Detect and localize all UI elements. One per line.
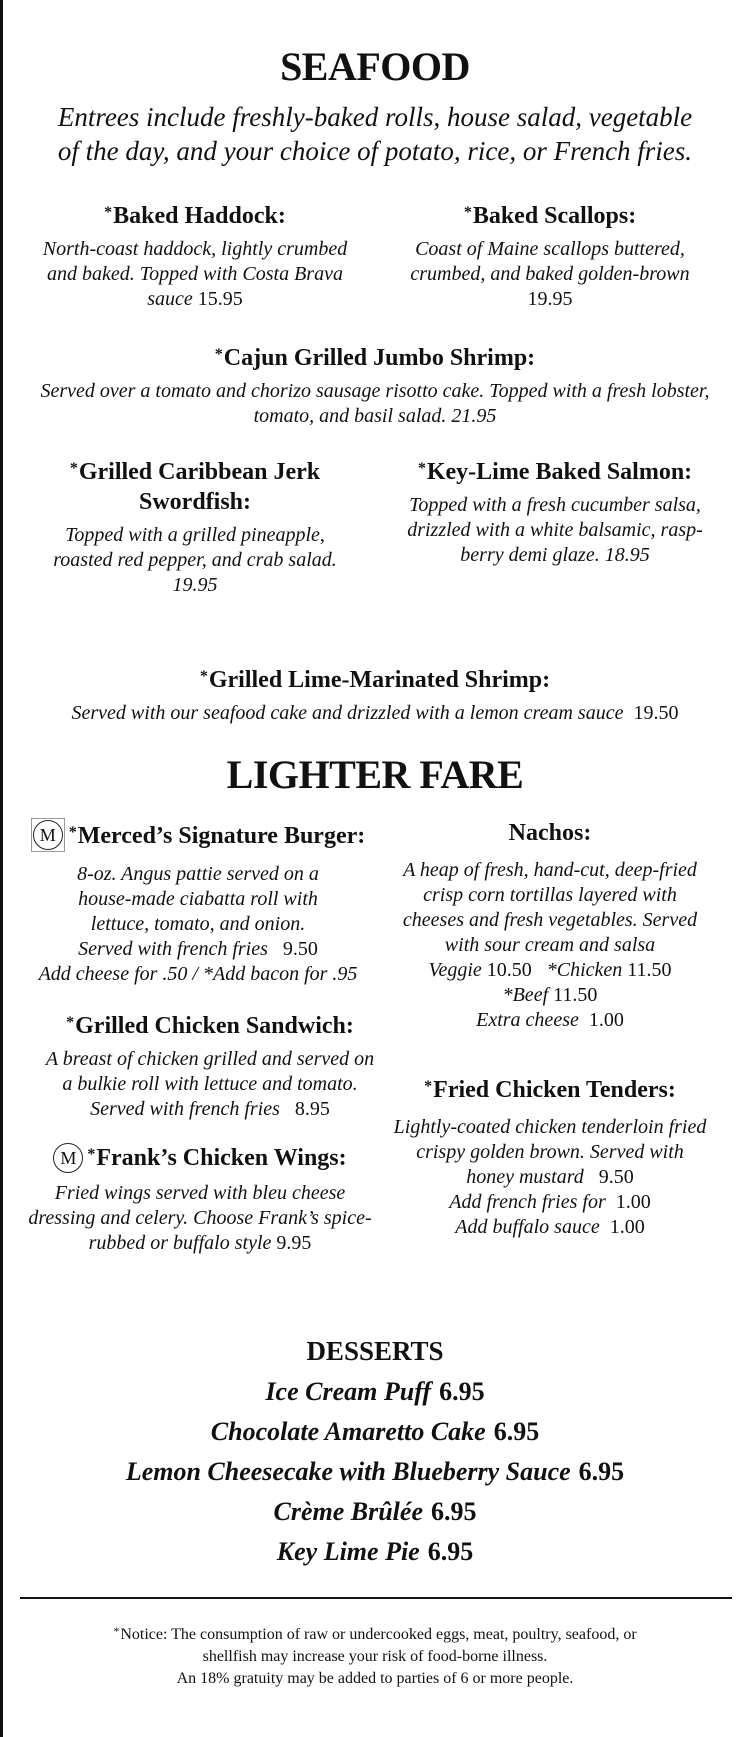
menu-item-baked-scallops <box>395 198 705 312</box>
menu-item-chicken-sandwich <box>40 1008 380 1122</box>
dish-name: M *Merced’s Signature Burger: <box>8 818 388 852</box>
dish-name: *Baked Haddock: <box>104 203 286 229</box>
menu-item-lime-shrimp <box>10 662 740 726</box>
dish-price: 19.50 <box>633 702 679 724</box>
seafood-intro-line-2: of the day, and your choice of potato, rice, or French fries. <box>57 136 693 166</box>
menu-item-chicken-wings <box>20 1140 380 1256</box>
dish-description: Served over a tomato and chorizo sausage risotto cake. Topped with a fresh lobster, tomato, and basil salad. 21.95 <box>40 380 710 427</box>
notice-line-1: *Notice: The consumption of raw or undercooked eggs, meat, poultry, seafood, or <box>113 1624 637 1643</box>
dish-description: Coast of Maine scallops buttered, crumbed, and baked golden-brown 19.95 <box>410 238 690 310</box>
dish-name: M *Frank’s Chicken Wings: <box>20 1140 380 1173</box>
menu-item-nachos <box>395 818 705 1033</box>
dessert-item: Crème Brûlée 6.95 <box>273 1497 477 1526</box>
dessert-item: Lemon Cheesecake with Blueberry Sauce 6.95 <box>125 1457 625 1486</box>
signature-badge-icon: M <box>53 1143 83 1173</box>
dish-price: 19.95 <box>527 288 573 310</box>
notice-line-2: shellfish may increase your risk of food-borne illness. <box>202 1648 548 1665</box>
dish-price: 15.95 <box>197 288 243 310</box>
dessert-item: Key Lime Pie 6.95 <box>276 1537 474 1566</box>
dish-description: North-coast haddock, lightly crumbed and baked. Topped with Costa Brava sauce 15.95 <box>42 238 348 310</box>
dish-name: *Grilled Caribbean Jerk Swordfish: <box>69 459 321 515</box>
desserts-heading: DESSERTS <box>306 1336 444 1366</box>
dish-description: Lightly-coated chicken tenderloin fried crispy golden brown. Served with honey mustard 9.50 Add french fries for 1.00 Add buffalo sauce 1.00 <box>393 1116 707 1238</box>
footer-divider <box>20 1597 732 1599</box>
badge-frame <box>31 818 65 852</box>
menu-item-chicken-tenders <box>390 1072 710 1240</box>
dish-name: *Fried Chicken Tenders: <box>424 1077 676 1103</box>
dish-name: *Key-Lime Baked Salmon: <box>417 459 693 485</box>
lighter-fare-heading: LIGHTER FARE <box>226 752 524 797</box>
notice-line-3: An 18% gratuity may be added to parties of 6 or more people. <box>176 1670 574 1687</box>
dish-name: *Cajun Grilled Jumbo Shrimp: <box>214 345 536 371</box>
menu-item-signature-burger <box>8 818 388 987</box>
signature-badge-icon: M <box>33 820 63 850</box>
dish-description: Topped with a grilled pineapple, roasted red pepper, and crab salad. 19.95 <box>53 524 337 596</box>
dish-description: Fried wings served with bleu cheese dressing and celery. Choose Frank’s spice-rubbed or buffalo style 9.95 <box>28 1182 372 1254</box>
dish-description: A heap of fresh, hand-cut, deep-fried crisp corn tortillas layered with cheeses and fresh vegetables. Served with sour cream and salsa Veggie 10.50 *Chicken 11.50 *Beef 11.50 Extra cheese 1.00 <box>395 858 705 1033</box>
dish-price: 9.95 <box>276 1232 312 1254</box>
seafood-heading: SEAFOOD <box>280 44 470 89</box>
dish-description: Served with our seafood cake and drizzled with a lemon cream sauce 19.50 <box>71 702 679 724</box>
dish-description: A breast of chicken grilled and served on a bulkie roll with lettuce and tomato. Served with french fries 8.95 <box>45 1048 375 1120</box>
seafood-intro-line-1: Entrees include freshly-baked rolls, house salad, vegetable <box>57 102 693 132</box>
dish-price: 9.50 <box>282 938 318 960</box>
dish-description: 8-oz. Angus pattie served on a house-made ciabatta roll with lettuce, tomato, and onion. Served with french fries 9.50 Add cheese for .50 / *Add bacon for .95 <box>8 862 388 987</box>
dish-description: Topped with a fresh cucumber salsa, drizzled with a white balsamic, rasp-berry demi glaze. 18.95 <box>407 494 703 566</box>
dish-price: 8.95 <box>294 1098 330 1120</box>
dish-name: *Grilled Chicken Sandwich: <box>66 1013 354 1039</box>
menu-item-key-lime-salmon <box>390 454 720 568</box>
nachos-options: Veggie 10.50 *Chicken 11.50 <box>428 959 672 981</box>
dish-name: Nachos: <box>508 820 592 846</box>
menu-item-jerk-swordfish <box>35 454 355 598</box>
burger-addons: Add cheese for .50 / *Add bacon for .95 <box>38 963 358 985</box>
dish-price: 9.50 <box>598 1166 634 1188</box>
dish-name: *Baked Scallops: <box>463 203 637 229</box>
dessert-item: Ice Cream Puff 6.95 <box>265 1377 485 1406</box>
footer-notice <box>0 1620 750 1690</box>
menu-item-cajun-shrimp <box>25 340 725 429</box>
dessert-item: Chocolate Amaretto Cake 6.95 <box>210 1417 540 1446</box>
dish-name: *Grilled Lime-Marinated Shrimp: <box>199 667 551 693</box>
menu-item-baked-haddock <box>40 198 350 312</box>
